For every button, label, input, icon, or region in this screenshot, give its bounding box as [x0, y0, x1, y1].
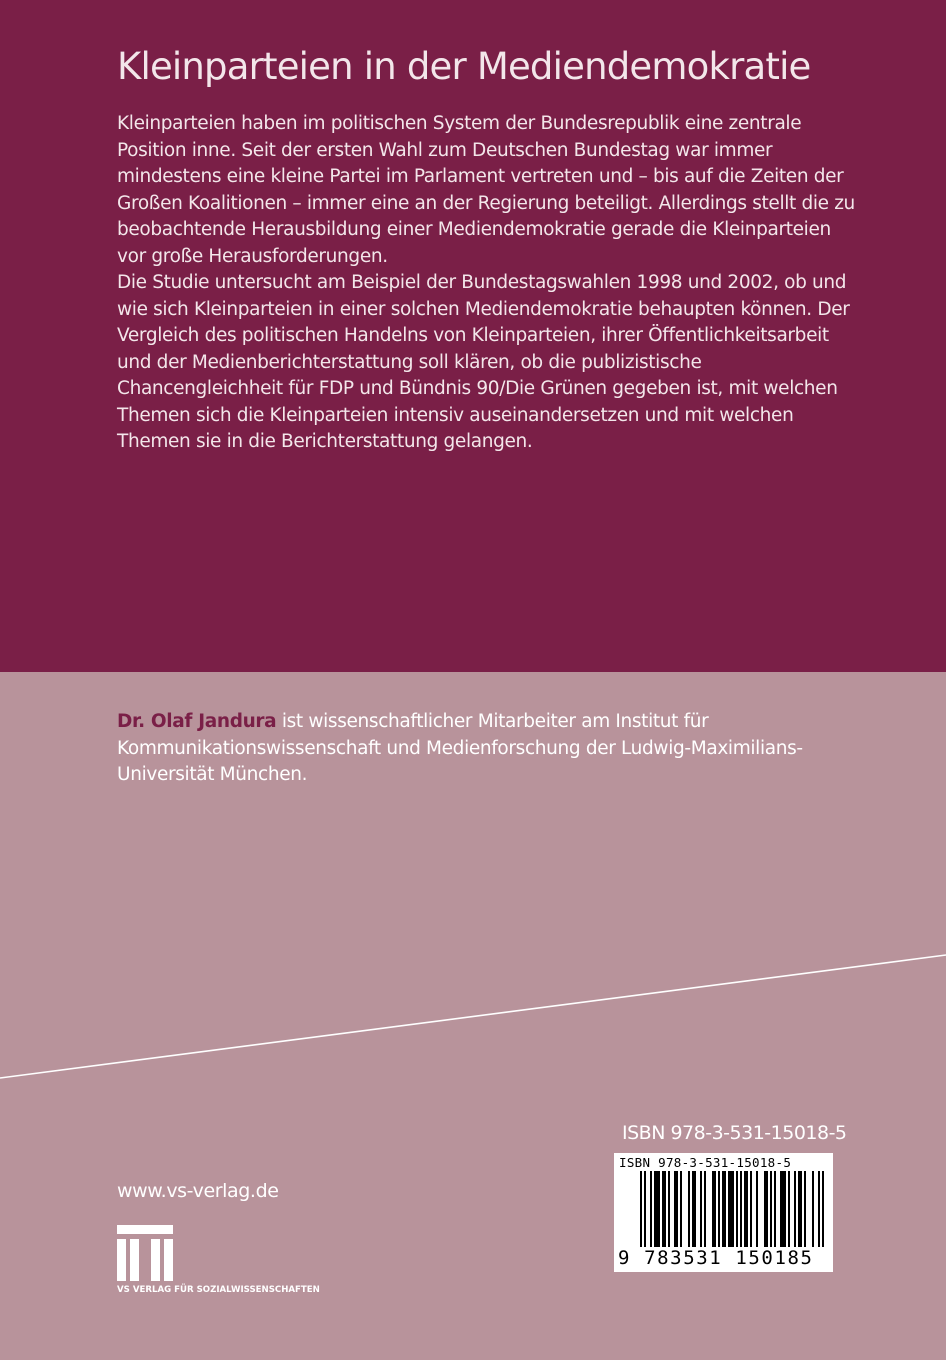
barcode-bar	[736, 1171, 738, 1247]
barcode-bar	[744, 1171, 748, 1247]
barcode-bar	[680, 1171, 682, 1247]
barcode-isbn: ISBN 978-3-531-15018-5	[619, 1155, 792, 1170]
barcode-bar	[764, 1171, 768, 1247]
barcode-bar	[704, 1171, 706, 1247]
barcode-bar	[640, 1171, 642, 1247]
barcode-bar	[822, 1171, 824, 1247]
barcode-bar	[644, 1171, 646, 1247]
author-name: Dr. Olaf Jandura	[117, 711, 277, 732]
vs-verlag-logo-icon	[117, 1225, 173, 1281]
barcode-bar	[756, 1171, 758, 1247]
publisher-url[interactable]: www.vs-verlag.de	[117, 1180, 279, 1202]
barcode-bar	[668, 1171, 670, 1247]
barcode-bar	[692, 1171, 696, 1247]
barcode-bar	[722, 1171, 726, 1247]
barcode	[614, 1153, 833, 1272]
barcode-bar	[794, 1171, 796, 1247]
barcode-bar	[740, 1171, 742, 1247]
barcode-bar	[700, 1171, 702, 1247]
barcode-bar	[712, 1171, 716, 1247]
book-description	[117, 111, 857, 456]
barcode-bar	[788, 1171, 790, 1247]
barcode-bar	[662, 1171, 666, 1247]
barcode-bar	[728, 1171, 734, 1247]
barcode-bar	[774, 1171, 776, 1247]
barcode-bar	[674, 1171, 678, 1247]
barcode-bar	[688, 1171, 690, 1247]
author-bio-text: ist wissenschaftlicher Mitarbeiter am Institut für Kommunikationswissenschaft und Medienforschung der Ludwig-Maximilians-Universität München.	[117, 711, 803, 785]
description-paragraph-2: Die Studie untersucht am Beispiel der Bundestagswahlen 1998 und 2002, ob und wie sich Kleinparteien in einer solchen Mediendemokratie behaupten können. Der Vergleich des politischen Handelns von Kleinparteien, ihrer Öffentlichkeitsarbeit und der Medienberichterstattung soll klären, ob die publizistische Chancengleichheit für FDP und Bündnis 90/Die Grünen gegeben ist, mit welchen Themen sich die Kleinparteien intensiv auseinandersetzen und mit welchen Themen sie in die Berichterstattung gelangen.	[117, 272, 850, 452]
barcode-bar	[818, 1171, 820, 1247]
barcode-bar	[804, 1171, 806, 1247]
barcode-bar	[718, 1171, 720, 1247]
barcode-bar	[812, 1171, 814, 1247]
barcode-bar	[750, 1171, 752, 1247]
barcode-digits: 9 783531 150185	[618, 1247, 814, 1269]
barcode-bar	[654, 1171, 660, 1247]
barcode-bar	[770, 1171, 772, 1247]
author-bio	[117, 709, 837, 789]
barcode-bar	[780, 1171, 786, 1247]
barcode-bar	[650, 1171, 652, 1247]
book-title: Kleinparteien in der Mediendemokratie	[117, 45, 811, 88]
description-paragraph-1: Kleinparteien haben im politischen System der Bundesrepublik eine zentrale Position inne. Seit der ersten Wahl zum Deutschen Bundestag war immer mindestens eine kleine Partei im Parlament vertreten und – bis auf die Zeiten der Großen Koalitionen – immer eine an der Regierung beteiligt. Allerdings stellt die zu beobachtende Herausbildung einer Mediendemokratie gerade die Kleinparteien vor große Herausforderungen.	[117, 113, 855, 267]
barcode-bar	[798, 1171, 802, 1247]
isbn-label: ISBN 978-3-531-15018-5	[622, 1122, 847, 1144]
publisher-name: VS VERLAG FÜR SOZIALWISSENSCHAFTEN	[117, 1285, 320, 1295]
